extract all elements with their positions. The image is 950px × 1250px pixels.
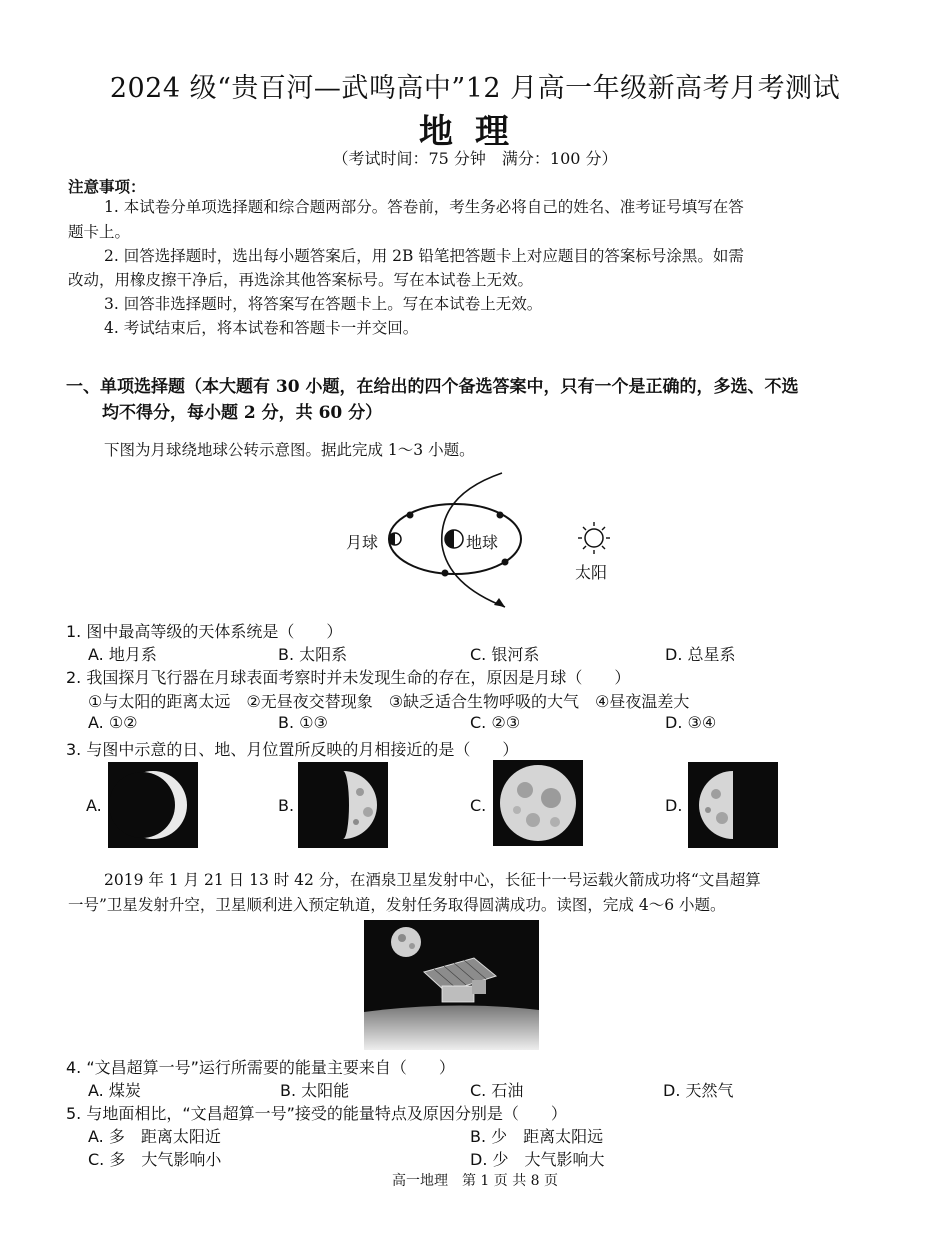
question-2-items: ①与太阳的距离太远 ②无昼夜交替现象 ③缺乏适合生物呼吸的大气 ④昼夜温差大 <box>88 692 690 711</box>
question-4-option-c: C. 石油 <box>470 1081 524 1100</box>
moon-label: 月球 <box>346 533 379 552</box>
question-3-option-c: C. <box>470 796 487 815</box>
notice-line-2-cont: 改动，用橡皮擦干净后，再选涂其他答案标号。写在本试卷上无效。 <box>68 271 534 289</box>
question-3-option-a: A. <box>86 796 102 815</box>
question-intro-1: 下图为月球绕地球公转示意图。据此完成 1～3 小题。 <box>104 441 475 459</box>
question-4-stem: 4. “文昌超算一号”运行所需要的能量主要来自（ ） <box>66 1058 455 1077</box>
moon-phase-image-b <box>298 762 388 848</box>
orbit-point <box>442 570 449 577</box>
notice-line-1: 1. 本试卷分单项选择题和综合题两部分。答卷前，考生务必将自己的姓名、准考证号填写在答 <box>104 198 744 216</box>
question-2-option-d: D. ③④ <box>665 713 717 732</box>
question-3-stem: 3. 与图中示意的日、地、月位置所反映的月相接近的是（ ） <box>66 740 519 759</box>
moon-phase-image-c <box>493 760 583 846</box>
question-1-stem: 1. 图中最高等级的天体系统是（ ） <box>66 622 343 641</box>
notice-title: 注意事项： <box>68 177 146 196</box>
question-intro-2-line-1: 2019 年 1 月 21 日 13 时 42 分，在酒泉卫星发射中心，长征十一号运载火箭成功将“文昌超算 <box>104 871 761 889</box>
question-5-option-b: B. 少 距离太阳远 <box>470 1127 604 1146</box>
exam-time-info: （考试时间：75 分钟 满分：100 分） <box>332 149 618 168</box>
question-5-stem: 5. 与地面相比，“文昌超算一号”接受的能量特点及原因分别是（ ） <box>66 1104 567 1123</box>
orbit-point <box>407 512 414 519</box>
question-5-option-d: D. 少 大气影响大 <box>470 1150 605 1169</box>
subject-title: 地理 <box>419 112 531 152</box>
question-5-option-a: A. 多 距离太阳近 <box>88 1127 221 1146</box>
question-5-option-c: C. 多 大气影响小 <box>88 1150 222 1169</box>
moon-phase-image-a <box>108 762 198 848</box>
exam-title: 2024 级“贵百河—武鸣高中”12 月高一年级新高考月考测试 <box>109 73 841 104</box>
orbit-point <box>497 512 504 519</box>
sun-icon <box>578 522 610 554</box>
orbit-point <box>502 559 509 566</box>
notice-line-1-cont: 题卡上。 <box>68 223 131 241</box>
question-4-option-d: D. 天然气 <box>663 1081 734 1100</box>
question-3-option-b: B. <box>278 796 295 815</box>
question-2-option-b: B. ①③ <box>278 713 328 732</box>
question-1-option-c: C. 银河系 <box>470 645 540 664</box>
page-footer: 高一地理 第 1 页 共 8 页 <box>391 1173 559 1189</box>
question-intro-2-line-2: 一号”卫星发射升空，卫星顺利进入预定轨道，发射任务取得圆满成功。读图，完成 4～6 小题。 <box>68 896 726 914</box>
question-2-option-c: C. ②③ <box>470 713 521 732</box>
question-4-option-a: A. 煤炭 <box>88 1081 141 1100</box>
notice-line-4: 4. 考试结束后，将本试卷和答题卡一并交回。 <box>104 319 419 337</box>
notice-line-2: 2. 回答选择题时，选出每小题答案后，用 2B 铅笔把答题卡上对应题目的答案标号涂黑。如需 <box>104 247 744 265</box>
question-1-option-a: A. 地月系 <box>88 645 157 664</box>
question-3-option-d: D. <box>665 796 683 815</box>
question-1-option-d: D. 总星系 <box>665 645 736 664</box>
section-title-line-1: 一、单项选择题（本大题有 30 小题，在给出的四个备选答案中，只有一个是正确的，多选、不选 <box>66 377 799 397</box>
sun-label: 太阳 <box>575 563 608 582</box>
moon-phase-image-d <box>688 762 778 848</box>
earth-label: 地球 <box>466 533 499 552</box>
question-1-option-b: B. 太阳系 <box>278 645 348 664</box>
satellite-image <box>364 920 539 1050</box>
section-title-line-2: 均不得分，每小题 2 分，共 60 分） <box>102 403 383 423</box>
question-4-option-b: B. 太阳能 <box>280 1081 350 1100</box>
question-2-stem: 2. 我国探月飞行器在月球表面考察时并未发现生命的存在，原因是月球（ ） <box>66 668 631 687</box>
notice-line-3: 3. 回答非选择题时，将答案写在答题卡上。写在本试卷上无效。 <box>104 295 543 313</box>
question-2-option-a: A. ①② <box>88 713 138 732</box>
